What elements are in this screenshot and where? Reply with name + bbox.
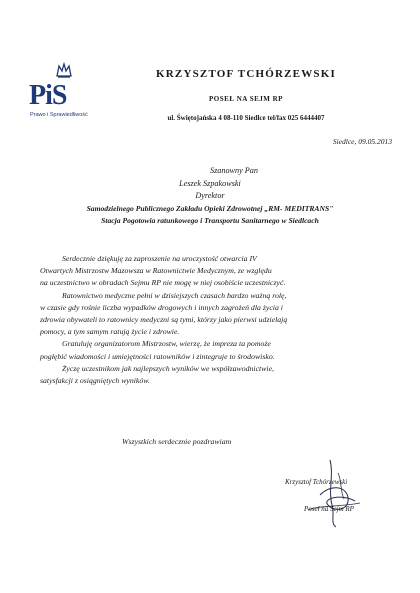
letterhead-title: POSEŁ NA SEJM RP [209,95,283,103]
recipient-name: Leszek Szpakowski [179,178,241,188]
body-line: w czasie gdy rośnie liczba wypadków drogowych i innych zagrożeń dla życia i [40,302,283,312]
body-line: Gratuluję organizatorom Mistrzostw, wierzę, że impreza ta pomoże [62,339,271,349]
signature-role: Poseł na Sejm RP [304,505,354,513]
handwritten-signature [300,455,370,530]
recipient-position: Dyrektor [195,191,225,200]
body-line: na uczestnictwo w obradach Sejmu RP nie mogę w niej osobiście uczestniczyć. [40,278,286,288]
party-logo [27,62,88,126]
body-line: satysfakcji z osiągniętych wyników. [40,376,150,386]
logo-subtitle: Prawo i Sprawiedliwość [30,112,88,118]
letterhead-name: KRZYSZTOF TCHÓRZEWSKI [156,68,336,80]
body-line: Otwartych Mistrzostw Mazowsza w Ratownictwie Medycznym, ze względu [40,266,272,276]
letter-body [40,253,390,387]
closing-line: Wszystkich serdecznie pozdrawiam [122,437,232,446]
logo-text: PiS [29,80,67,111]
body-line: Ratownictwo medyczne pełni w dzisiejszych czasach bardzo ważną rolę, [62,290,287,300]
body-line: pomocy, a tym samym ratują życie i zdrowie. [40,327,180,337]
body-line: Życzę uczestnikom jak najlepszych wyników we współzawodnictwie, [62,363,275,373]
recipient-block [40,165,380,228]
body-line: Serdecznie dziękuję za zaproszenie na uroczystość otwarcia IV [62,254,257,263]
letterhead-address: ul. Świętojańska 4 08-110 Siedlce tel/fax 025 6444407 [167,114,325,122]
eagle-crown-icon [55,62,73,78]
recipient-unit: Stacja Pogotowia ratunkowego i Transportu Sanitarnego w Siedlcach [101,216,319,225]
recipient-organization: Samodzielnego Publicznego Zakładu Opieki Zdrowotnej „RM- MEDITRANS" [86,203,334,213]
recipient-salutation: Szanowny Pan [210,166,258,175]
signature-name: Krzysztof Tchórzewski [285,478,348,486]
letter-date: Siedlce, 09.05.2013 [332,137,392,146]
body-line: pogłębić wiadomości i umiejętności ratowników i zintegruje to środowisko. [40,351,275,361]
body-line: zdrowia obywateli to ratownicy medyczni są tymi, którzy jako pierwsi udzielają [40,315,288,325]
